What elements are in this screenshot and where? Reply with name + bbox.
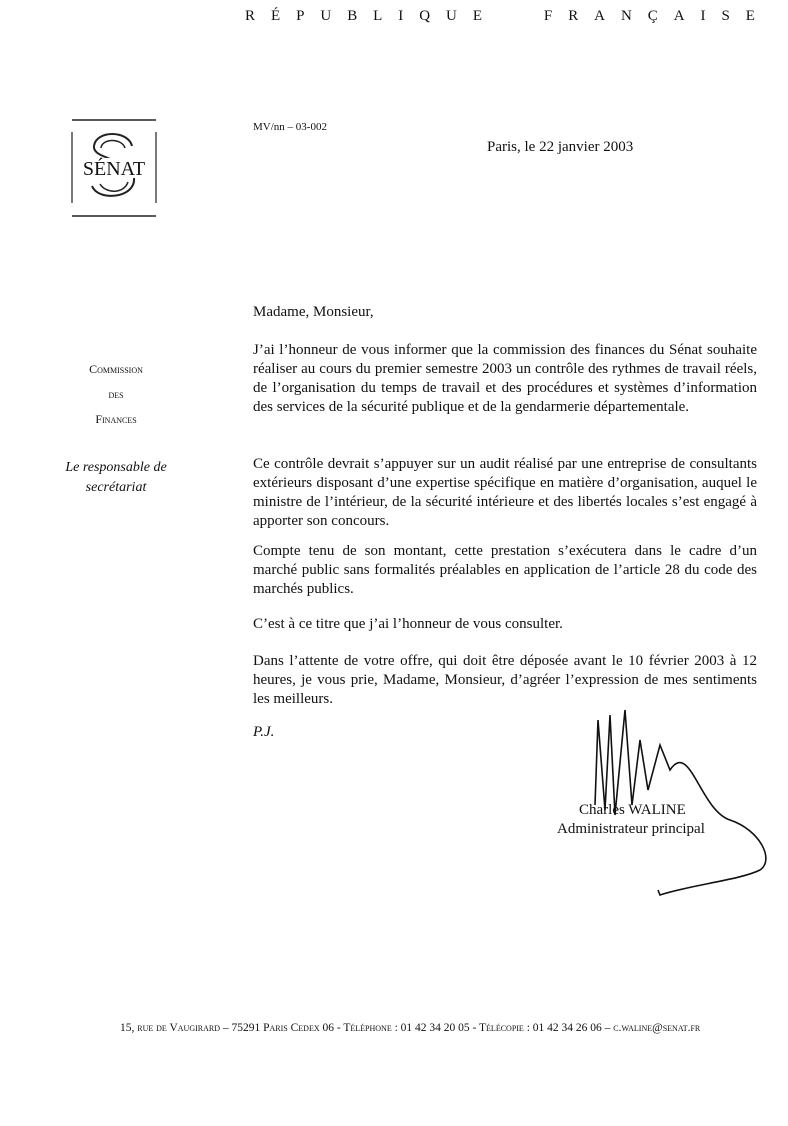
reference-number: MV/nn – 03-002 <box>253 121 327 133</box>
svg-text:SÉNAT: SÉNAT <box>82 158 146 180</box>
paragraph: J’ai l’honneur de vous informer que la commission des finances du Sénat souhaite réaliser au cours du premier semestre 2003 un contrôle des rythmes de travail réels, de l’organisation du temps de travail et des procédures et systèmes d’information des services de la sécurité publique et de la gendarmerie départementale. <box>253 342 757 415</box>
letterhead-letter: A <box>673 8 685 24</box>
letterhead-letter: P <box>296 8 305 24</box>
paragraph: Ce contrôle devrait s’appuyer sur un audit réalisé par une entreprise de consultants extérieurs disposant d’une expertise spécifique en matière d’organisation, auquel le ministre de l’intérieur, de la sécurité intérieure et des libertés locales s’est engagé à apporter son concours. <box>253 456 757 529</box>
letterhead-republique-francaise <box>245 8 755 25</box>
department-line: des <box>108 387 124 401</box>
handwritten-signature <box>570 700 780 900</box>
letterhead-letter: E <box>745 8 755 24</box>
role-line: secrétariat <box>85 480 147 495</box>
letterhead-letter: R <box>568 8 579 24</box>
letterhead-letter: U <box>320 8 332 24</box>
paragraph: C’est à ce titre que j’ai l’honneur de vous consulter. <box>253 616 563 632</box>
paragraph: Dans l’attente de votre offre, qui doit être déposée avant le 10 février 2003 à 12 heures, je vous prie, Madame, Monsieur, d’agréer l’expression de mes sentiments les meilleurs. <box>253 653 757 707</box>
letterhead-letter: N <box>620 8 632 24</box>
letterhead-letter: R <box>245 8 256 24</box>
letterhead-letter: B <box>347 8 358 24</box>
letterhead-letter: Ç <box>647 8 658 24</box>
attachment-note: P.J. <box>253 724 275 740</box>
letterhead-letter: E <box>472 8 482 24</box>
sender-role <box>40 458 192 498</box>
letterhead-letter: É <box>270 8 281 24</box>
letterhead-letter: Q <box>419 8 431 24</box>
letterhead-letter: A <box>594 8 606 24</box>
letterhead-letter: L <box>373 8 383 24</box>
senat-logo <box>70 118 160 218</box>
department-name <box>50 362 182 437</box>
role-line: Le responsable de <box>65 460 167 475</box>
letterhead-letter: U <box>446 8 457 24</box>
signatory-name: Charles WALINE <box>579 802 686 818</box>
department-line: Finances <box>95 412 137 426</box>
salutation: Madame, Monsieur, <box>253 304 374 320</box>
letter-date: Paris, le 22 janvier 2003 <box>487 139 634 155</box>
footer-address: 15, rue de Vaugirard – 75291 Paris Cedex 06 - Téléphone : 01 42 34 20 05 - Télécopie : 01 42 34 26 06 – c.waline@senat.fr <box>120 1022 701 1034</box>
letterhead-letter: I <box>398 8 404 24</box>
letterhead-letter: I <box>700 8 706 24</box>
letterhead-letter <box>498 8 528 25</box>
department-line: Commission <box>89 362 143 376</box>
letterhead-letter: S <box>721 8 730 24</box>
letterhead-letter: F <box>543 8 553 24</box>
paragraph: Compte tenu de son montant, cette prestation s’exécutera dans le cadre d’un marché public sans formalités préalables en application de l’article 28 du code des marchés publics. <box>253 543 757 597</box>
signatory-title: Administrateur principal <box>557 821 705 837</box>
